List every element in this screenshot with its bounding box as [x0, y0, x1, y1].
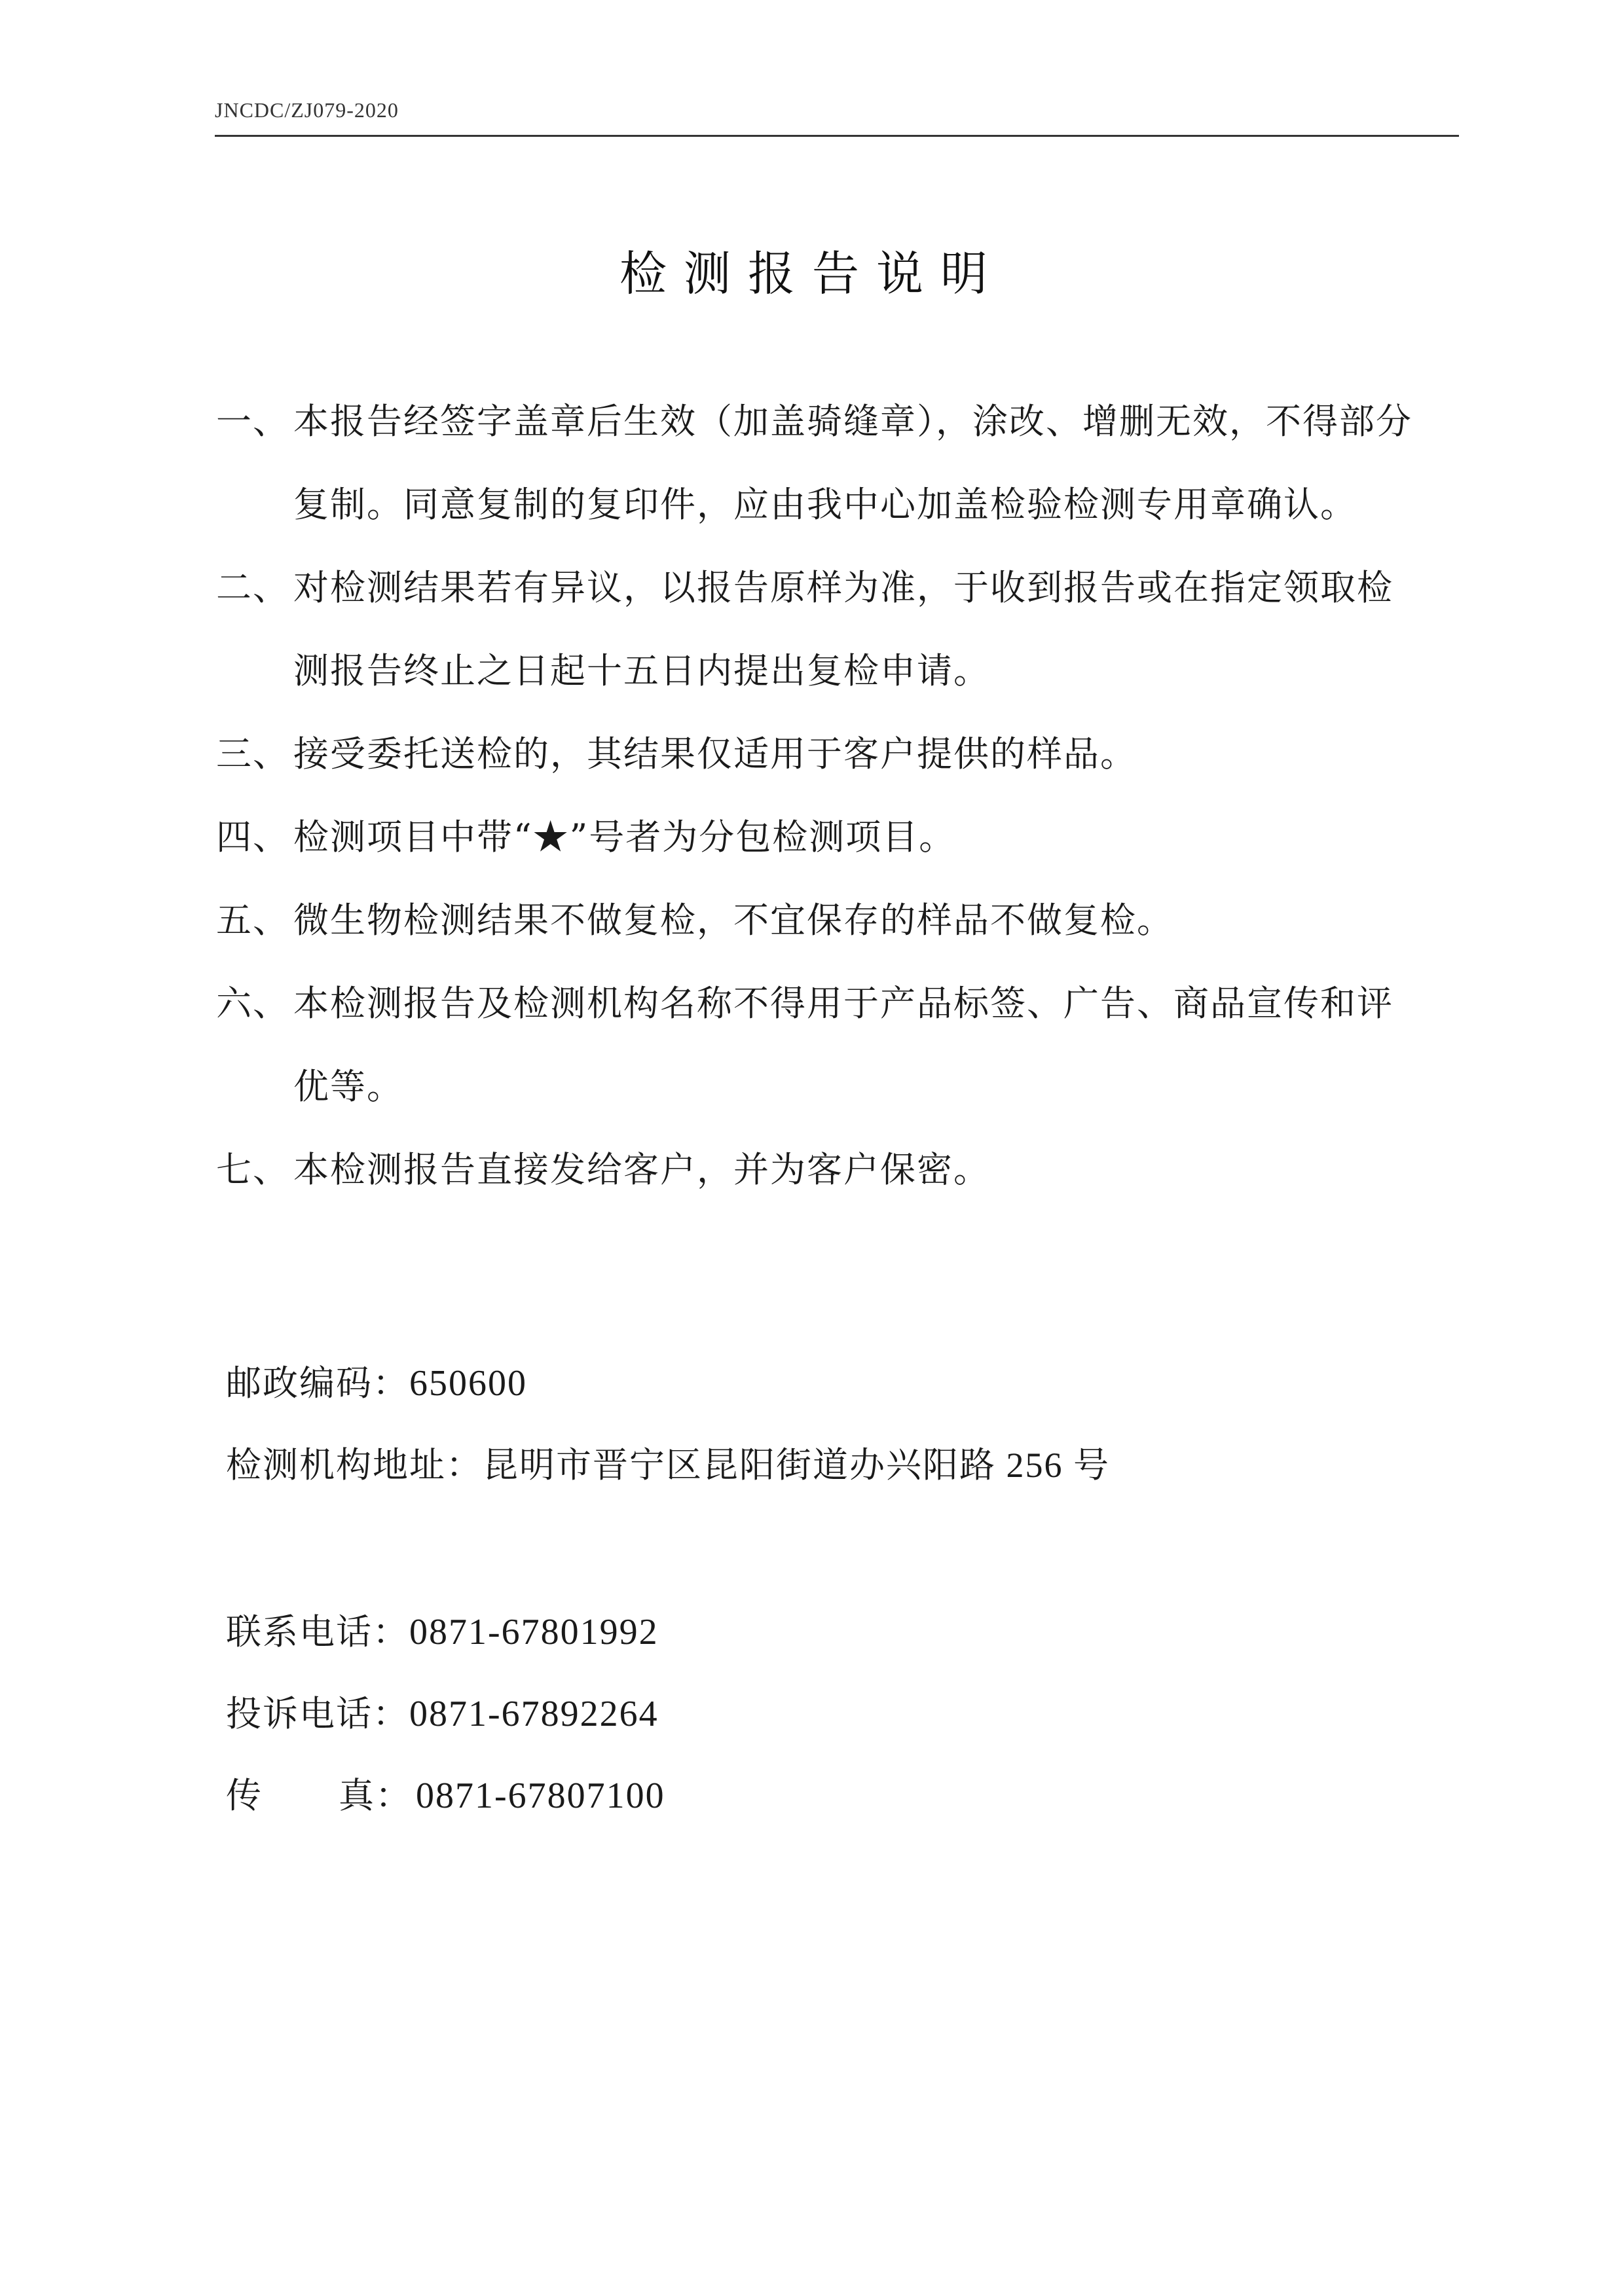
fax-label-char-1: 传 [226, 1775, 263, 1816]
postal-code-row [226, 1355, 527, 1406]
address-row [226, 1437, 1110, 1487]
note-text [216, 879, 1500, 962]
note-number: 七、 [216, 1149, 289, 1190]
header-divider [215, 135, 1459, 137]
note-line: 对检测结果若有异议，以报告原样为准，于收到报告或在指定领取检 [293, 567, 1393, 608]
note-item-1 [216, 380, 1500, 546]
note-line: 本检测报告及检测机构名称不得用于产品标签、广告、商品宣传和评 [293, 983, 1393, 1024]
complaint-phone-row [226, 1686, 659, 1736]
note-item-2 [216, 546, 1500, 712]
fax-label-char-2: 真： [339, 1775, 412, 1816]
document-code: JNCDC/ZJ079-2020 [215, 98, 399, 122]
note-line: 接受委托送检的，其结果仅适用于客户提供的样品。 [293, 733, 1137, 774]
phone-row [226, 1604, 659, 1654]
note-line: 本检测报告直接发给客户，并为客户保密。 [293, 1149, 990, 1190]
note-text [216, 712, 1500, 795]
note-item-7 [216, 1128, 1500, 1211]
note-number: 二、 [216, 567, 289, 608]
fax-value: 0871-67807100 [416, 1776, 665, 1816]
note-text [216, 795, 1500, 879]
fax-row [226, 1768, 665, 1818]
note-item-6 [216, 962, 1500, 1128]
fax-label [226, 1768, 416, 1818]
page-title: 检测报告说明 [619, 246, 1005, 301]
note-text [216, 546, 1500, 712]
note-text [216, 1128, 1500, 1211]
notes-list [216, 380, 1500, 1211]
note-number: 一、 [216, 401, 289, 442]
note-text [216, 380, 1500, 546]
note-number: 六、 [216, 983, 289, 1024]
postal-code-value: 650600 [409, 1363, 527, 1404]
postal-code-label: 邮政编码： [226, 1362, 409, 1404]
complaint-phone-label: 投诉电话： [226, 1693, 409, 1734]
note-item-4 [216, 795, 1500, 879]
note-number: 四、 [216, 816, 289, 858]
address-value: 昆明市晋宁区昆阳街道办兴阳路 256 号 [483, 1446, 1110, 1485]
note-number: 三、 [216, 733, 289, 774]
note-line: 检测项目中带“★”号者为分包检测项目。 [293, 816, 956, 858]
note-item-5 [216, 879, 1500, 962]
phone-label: 联系电话： [226, 1611, 409, 1652]
note-item-3 [216, 712, 1500, 795]
note-line: 优等。 [293, 1066, 403, 1107]
note-number: 五、 [216, 900, 289, 941]
note-line: 本报告经签字盖章后生效（加盖骑缝章），涂改、增删无效，不得部分 [293, 401, 1412, 442]
note-line: 微生物检测结果不做复检，不宜保存的样品不做复检。 [293, 900, 1173, 941]
phone-value: 0871-67801992 [409, 1612, 659, 1652]
note-line: 测报告终止之日起十五日内提出复检申请。 [293, 650, 990, 691]
note-text [216, 962, 1500, 1128]
complaint-phone-value: 0871-67892264 [409, 1694, 659, 1734]
address-label: 检测机构地址： [226, 1444, 483, 1485]
note-line: 复制。同意复制的复印件，应由我中心加盖检验检测专用章确认。 [293, 484, 1357, 525]
